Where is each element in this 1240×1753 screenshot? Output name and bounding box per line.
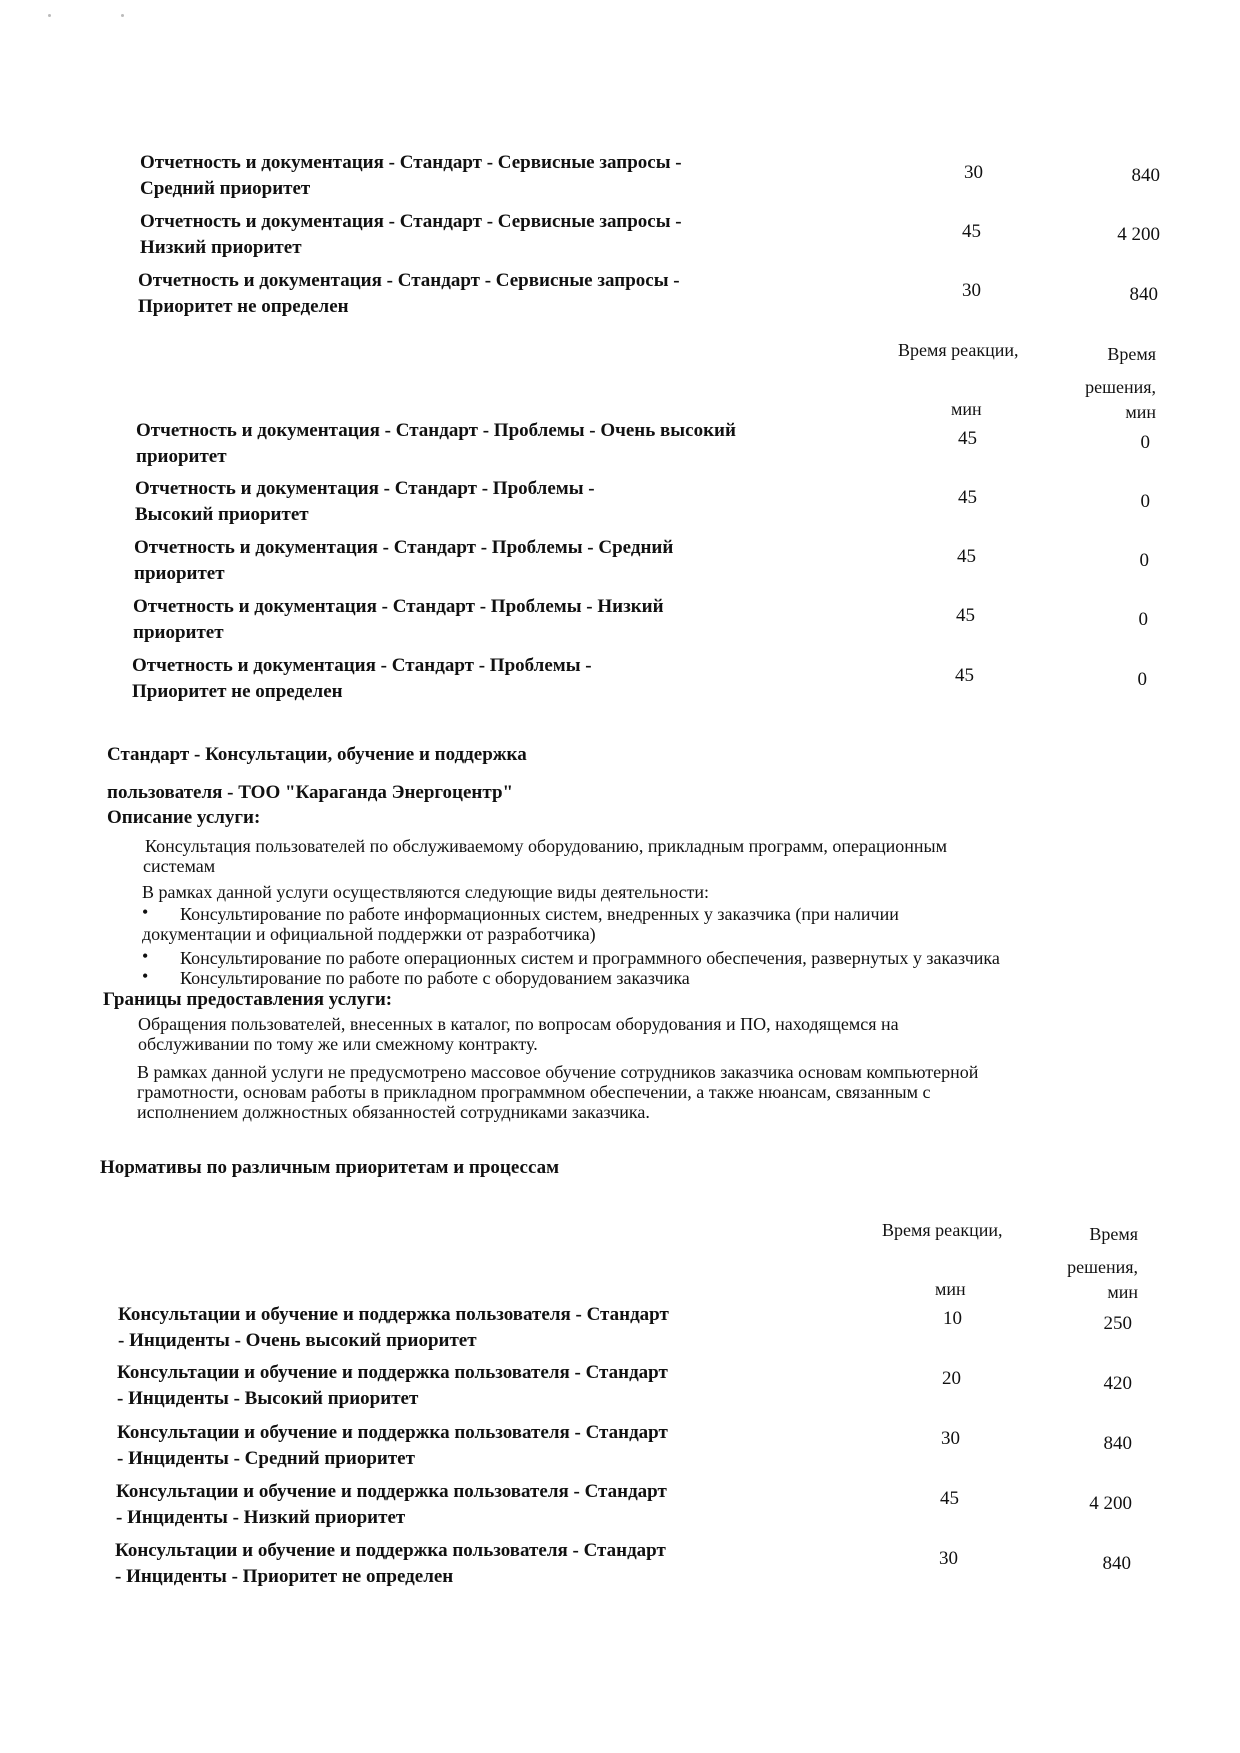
description-text: Консультация пользователей по обслуживаемому оборудованию, прикладным программ, операционным xyxy=(145,836,948,856)
table-row-label: Отчетность и документация - Стандарт - Проблемы - Высокий приоритет xyxy=(135,478,595,525)
resolution-time-cell: 0 xyxy=(1138,609,1148,630)
resolution-time-cell: 420 xyxy=(1103,1373,1132,1394)
reaction-time-cell: 30 xyxy=(939,1548,958,1569)
bullet-item: документации и официальной поддержки от разработчика) xyxy=(142,924,596,944)
bullet-item: Консультирование по работе информационных систем, внедренных у заказчика (при наличии xyxy=(180,904,899,924)
scan-speck xyxy=(48,14,51,17)
norms-heading: Нормативы по различным приоритетам и процессам xyxy=(100,1157,560,1178)
bounds-text: обслуживании по тому же или смежному контракту. xyxy=(138,1034,538,1054)
description-text: системам xyxy=(143,856,216,876)
resolution-time-cell: 840 xyxy=(1131,165,1160,186)
resolution-time-unit: мин xyxy=(1107,1282,1138,1302)
reaction-time-header: Время реакции, xyxy=(882,1220,1003,1240)
table-row-label: Отчетность и документация - Стандарт - Сервисные запросы - Средний приоритет xyxy=(140,152,682,199)
resolution-time-header: Время xyxy=(1107,344,1156,364)
resolution-time-header: решения, xyxy=(1085,377,1156,397)
bullet-icon: • xyxy=(142,966,149,986)
reaction-time-unit: мин xyxy=(951,399,982,419)
section-heading: Границы предоставления услуги: xyxy=(103,989,393,1010)
bullet-item: Консультирование по работе по работе с оборудованием заказчика xyxy=(180,968,690,988)
scan-speck xyxy=(121,14,124,17)
reaction-time-cell: 45 xyxy=(956,605,975,626)
bounds-text: Обращения пользователей, внесенных в каталог, по вопросам оборудования и ПО, находящемся на xyxy=(138,1014,899,1034)
reaction-time-cell: 45 xyxy=(957,546,976,567)
resolution-time-cell: 0 xyxy=(1140,491,1150,512)
resolution-time-cell: 4 200 xyxy=(1117,224,1160,245)
reaction-time-cell: 30 xyxy=(962,280,981,301)
resolution-time-cell: 840 xyxy=(1129,284,1158,305)
reaction-time-cell: 10 xyxy=(943,1308,962,1329)
table-row-label: Отчетность и документация - Стандарт - Проблемы - Приоритет не определен xyxy=(132,655,592,702)
reaction-time-header: Время реакции, xyxy=(898,340,1019,360)
service-title: пользователя - ТОО "Караганда Энергоцентр" xyxy=(107,782,514,803)
reaction-time-cell: 45 xyxy=(955,665,974,686)
resolution-time-cell: 4 200 xyxy=(1089,1493,1132,1514)
resolution-time-header: Время xyxy=(1089,1224,1138,1244)
description-text: В рамках данной услуги осуществляются следующие виды деятельности: xyxy=(142,882,710,902)
bullet-icon: • xyxy=(142,902,149,922)
reaction-time-cell: 30 xyxy=(941,1428,960,1449)
reaction-time-cell: 45 xyxy=(958,428,977,449)
reaction-time-cell: 45 xyxy=(940,1488,959,1509)
table-row-label: Консультации и обучение и поддержка пользователя - Стандарт - Инциденты - Низкий приоритет xyxy=(116,1481,667,1528)
bounds-text: грамотности, основам работы в прикладном программном обеспечении, а также нюансам, связанным с xyxy=(137,1082,931,1102)
table-row-label: Консультации и обучение и поддержка пользователя - Стандарт - Инциденты - Очень высокий приоритет xyxy=(118,1304,669,1351)
table-row-label: Отчетность и документация - Стандарт - Проблемы - Низкий приоритет xyxy=(133,596,664,643)
service-title: Стандарт - Консультации, обучение и поддержка xyxy=(107,744,527,765)
table-row-label: Консультации и обучение и поддержка пользователя - Стандарт - Инциденты - Приоритет не определен xyxy=(115,1540,666,1587)
resolution-time-cell: 0 xyxy=(1139,550,1149,571)
bounds-text: исполнением должностных обязанностей сотрудниками заказчика. xyxy=(137,1102,650,1122)
resolution-time-header: решения, xyxy=(1067,1257,1138,1277)
table-row-label: Консультации и обучение и поддержка пользователя - Стандарт - Инциденты - Высокий приоритет xyxy=(117,1362,668,1409)
reaction-time-cell: 45 xyxy=(958,487,977,508)
reaction-time-cell: 45 xyxy=(962,221,981,242)
table-row-label: Отчетность и документация - Стандарт - Проблемы - Очень высокий приоритет xyxy=(136,420,736,467)
resolution-time-cell: 250 xyxy=(1103,1313,1132,1334)
bullet-item: Консультирование по работе операционных систем и программного обеспечения, развернутых у заказчика xyxy=(180,948,1000,968)
resolution-time-cell: 0 xyxy=(1140,432,1150,453)
resolution-time-cell: 0 xyxy=(1137,669,1147,690)
resolution-time-cell: 840 xyxy=(1102,1553,1131,1574)
reaction-time-cell: 30 xyxy=(964,162,983,183)
table-row-label: Отчетность и документация - Стандарт - Сервисные запросы - Низкий приоритет xyxy=(140,211,682,258)
table-row-label: Консультации и обучение и поддержка пользователя - Стандарт - Инциденты - Средний приоритет xyxy=(117,1422,668,1469)
table-row-label: Отчетность и документация - Стандарт - Сервисные запросы - Приоритет не определен xyxy=(138,270,680,317)
resolution-time-cell: 840 xyxy=(1103,1433,1132,1454)
bullet-icon: • xyxy=(142,946,149,966)
section-heading: Описание услуги: xyxy=(107,807,261,828)
reaction-time-cell: 20 xyxy=(942,1368,961,1389)
bounds-text: В рамках данной услуги не предусмотрено массовое обучение сотрудников заказчика основам компьютерной xyxy=(137,1062,979,1082)
resolution-time-unit: мин xyxy=(1125,402,1156,422)
table-row-label: Отчетность и документация - Стандарт - Проблемы - Средний приоритет xyxy=(134,537,674,584)
reaction-time-unit: мин xyxy=(935,1279,966,1299)
